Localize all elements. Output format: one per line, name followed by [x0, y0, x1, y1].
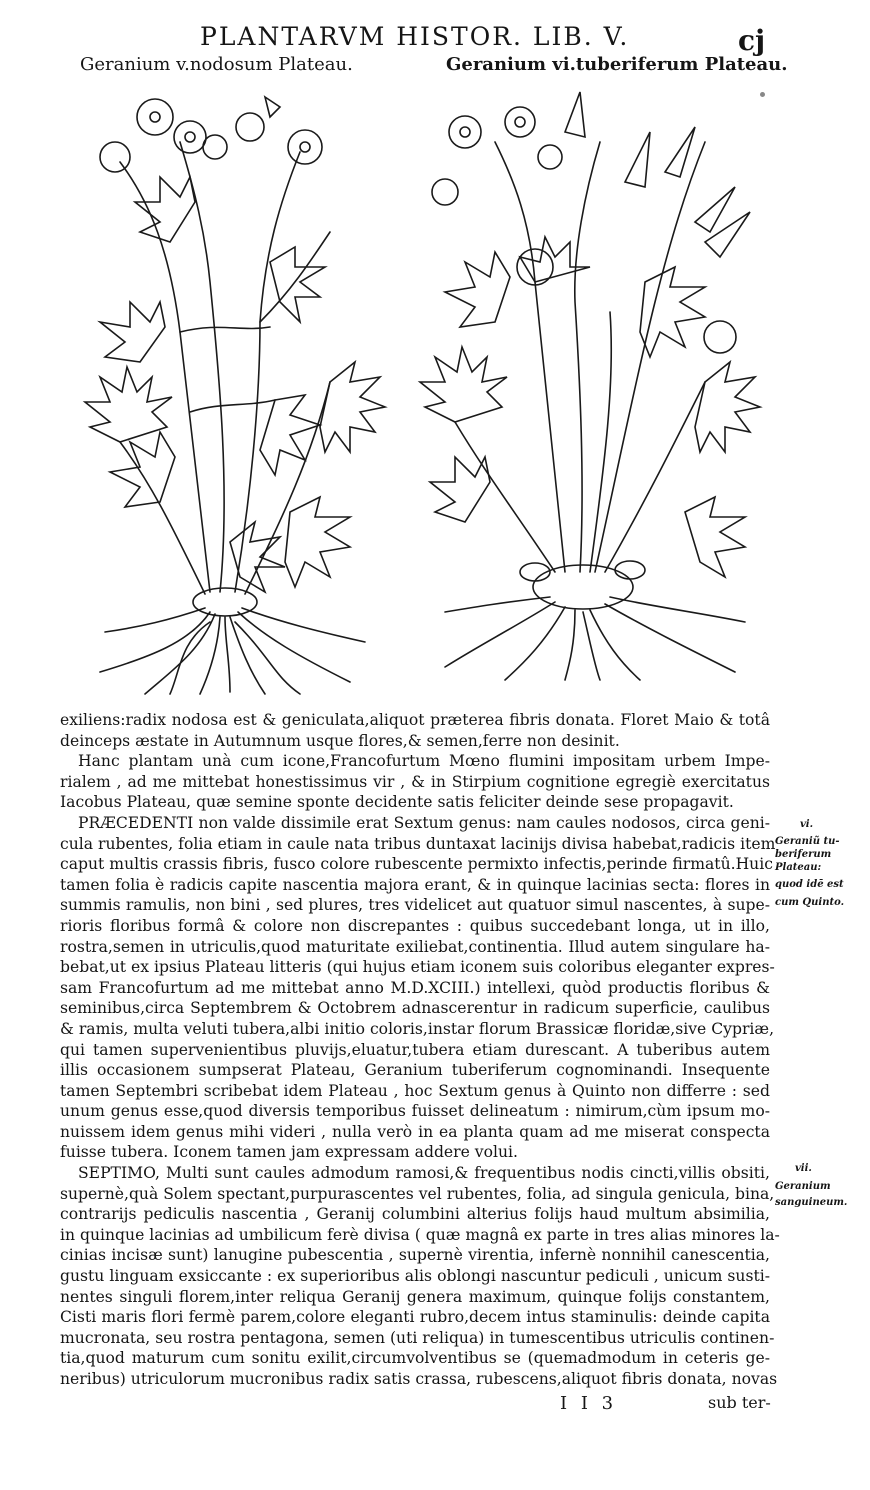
text-line: rostra,semen in utriculis,quod maturitate exiliebat,continentia. Illud autem singulare ha- [60, 937, 770, 956]
text-line: Cisti maris flori fermè parem,colore eleganti rubro,decem intus staminulis: deinde capita [60, 1308, 770, 1327]
text-line: gustu linguam exsiccante : ex superioribus alis oblongi nascuntur pediculi , unicum susti- [60, 1267, 770, 1286]
text-line: supernè,quà Solem spectant,purpurascentes vel rubentes, folia, ad singula genicula, bina, [60, 1184, 775, 1203]
figure-caption-left: Geranium v.nodosum Plateau. [80, 54, 353, 75]
text-line: fuisse tubera. Iconem tamen jam expressam addere volui. [60, 1143, 518, 1162]
text-line: summis ramulis, non bini , sed plures, tres videlicet aut quatuor simul nascentes, à supe- [60, 896, 770, 915]
signature-mark: I I 3 [560, 1393, 618, 1414]
running-title: PLANTARVM HISTOR. LIB. V. [200, 22, 630, 51]
margin-note: beriferum [775, 849, 832, 860]
text-line: in quinque lacinias ad umbilicum ferè divisa ( quæ magnâ ex parte in tres alias minores la- [60, 1225, 780, 1244]
text-line: seminibus,circa Septembrem & Octobrem adnascerentur in radicum superficie, caulibus [60, 999, 770, 1018]
woodcut-geranium-tuberiferum [405, 82, 765, 682]
margin-note: Plateau: [775, 862, 822, 873]
text-line: contrarijs pediculis nascentia , Geranij columbini alterius folijs haud multum absimilia, [60, 1205, 770, 1224]
figure-caption-right: Geranium vi.tuberiferum Plateau. [446, 54, 788, 75]
text-line: cinias incisæ sunt) lanugine pubescentia , supernè virentia, infernè nonnihil canescentia, [60, 1246, 770, 1265]
text-line: cula rubentes, folia etiam in caule nata tribus duntaxat lacinijs divisa habebat,radicis item [60, 834, 776, 853]
text-line: qui tamen supervenientibus pluvijs,eluatur,tubera etiam durescant. A tuberibus autem [60, 1040, 770, 1059]
text-line: caput multis crassis fibris, fusco colore rubescente permixto infectis,perinde firmatû.Huic [60, 855, 773, 874]
text-line: mucronata, seu rostra pentagona, semen (uti reliqua) in tumescentibus utriculis continen- [60, 1328, 775, 1347]
text-line: rioris floribus formâ & colore non discrepantes : quibus succedebant longa, ut in illo, [60, 916, 770, 935]
text-line: tia,quod maturum cum sonitu exilit,circumvolventibus se (quemadmodum in ceteris ge- [60, 1349, 770, 1368]
text-line: Iacobus Plateau, quæ semine sponte decidente satis feliciter deinde sese propagavit. [60, 793, 734, 812]
text-line: Hanc plantam unà cum icone,Francofurtum Mœno flumini impositam urbem Impe- [78, 752, 770, 771]
margin-note: Geraniũ tu- [775, 836, 840, 847]
text-line: SEPTIMO, Multi sunt caules admodum ramosi,& frequentibus nodis cincti,villis obsiti, [78, 1164, 770, 1183]
margin-note: quod idē est [775, 879, 844, 890]
margin-note-number: vii. [795, 1163, 812, 1174]
text-line: sam Francofurtum ad me mittebat anno M.D.XCIII.) intellexi, quòd productis floribus & [60, 978, 770, 997]
text-line: deinceps æstate in Autumnum usque flores,& semen,ferre non desinit. [60, 731, 620, 750]
woodcut-geranium-nodosum [60, 82, 390, 697]
text-line: PRÆCEDENTI non valde dissimile erat Sextum genus: nam caules nodosos, circa geni- [78, 813, 770, 832]
margin-note: Geranium [775, 1181, 831, 1192]
text-line: tamen folia è radicis capite nascentia majora erant, & in quinque lacinias secta: flores in [60, 875, 770, 894]
text-line: neribus) utriculorum mucronibus radix satis crassa, rubescens,aliquot fibris donata, novas [60, 1370, 778, 1388]
body-text [60, 710, 780, 1390]
margin-note: cum Quinto. [775, 897, 845, 908]
text-line: exiliens:radix nodosa est & geniculata,aliquot præterea fibris donata. Floret Maio & totâ [60, 711, 770, 729]
text-line: nuissem idem genus mihi videri , nulla verò in ea planta quam ad me miserat conspecta [60, 1122, 770, 1141]
catchword: sub ter- [708, 1393, 771, 1412]
text-line: nentes singuli florem,inter reliqua Geranij genera maximum, quinque folijs constantem, [60, 1287, 770, 1306]
text-line: & ramis, multa veluti tubera,albi initio coloris,instar florum Brassicæ floridæ,sive Cypriæ, [60, 1019, 775, 1038]
text-line: tamen Septembri scribebat idem Plateau , hoc Sextum genus à Quinto non differre : sed [60, 1081, 770, 1100]
margin-note: sanguineum. [775, 1197, 848, 1208]
text-line: unum genus esse,quod diversis temporibus fuisset delineatum : nimirum,cùm ipsum mo- [60, 1102, 770, 1121]
text-line: rialem , ad me mittebat honestissimus vir , & in Stirpium cognitione egregiè exercitatus [60, 772, 770, 791]
text-line: bebat,ut ex ipsius Plateau litteris (qui hujus etiam iconem suis coloribus eleganter expres- [60, 958, 775, 977]
text-line: illis occasionem sumpserat Plateau, Geranium tuberiferum cognominandi. Insequente [60, 1061, 770, 1080]
folio-number: cj [738, 24, 766, 57]
margin-note-number: vi. [800, 819, 814, 830]
